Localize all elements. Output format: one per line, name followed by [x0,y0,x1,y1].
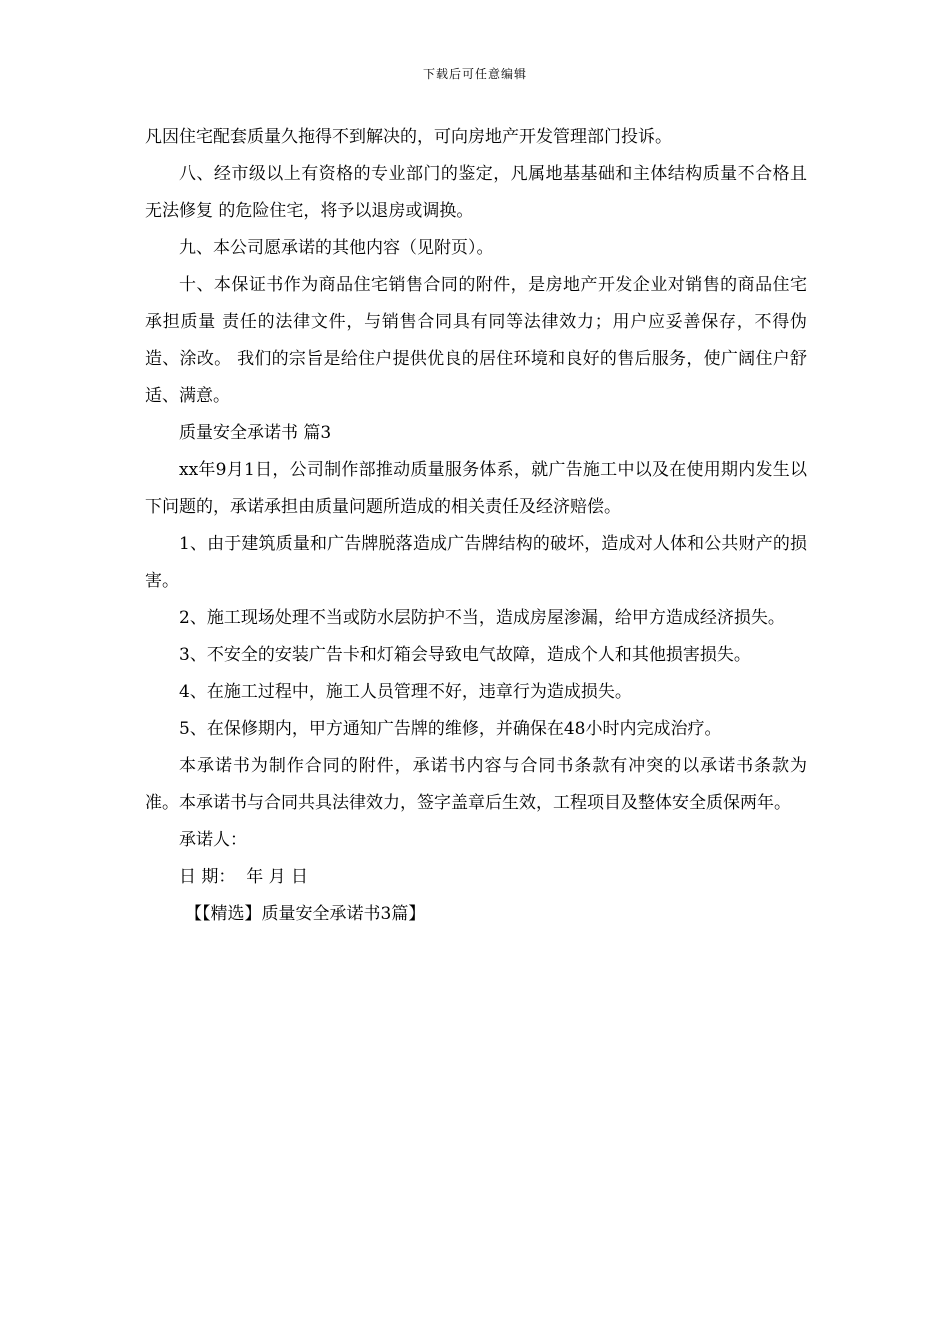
paragraph-item-10: 十、本保证书作为商品住宅销售合同的附件，是房地产开发企业对销售的商品住宅承担质量 责任的法律文件，与销售合同具有同等法律效力；用户应妥善保存，不得伪造、涂改。 我们的宗旨是给住户提供优良的居住环境和良好的售后服务，使广阔住户舒适、满意。 [145,275,807,406]
document-body [145,119,807,933]
paragraph-conclusion: 本承诺书为制作合同的附件，承诺书内容与合同书条款有冲突的以承诺书条款为准。本承诺书与合同共具法律效力，签字盖章后生效，工程项目及整体安全质保两年。 [145,756,807,813]
list-item-3: 3、不安全的安装广告卡和灯箱会导致电气故障，造成个人和其他损害损失。 [179,645,751,665]
paragraph-intro: xx年9月1日，公司制作部推动质量服务体系，就广告施工中以及在使用期内发生以下问题的，承诺承担由质量问题所造成的相关责任及经济赔偿。 [145,460,807,517]
closing-title: 【【精选】质量安全承诺书3篇】 [185,904,426,924]
list-item-5: 5、在保修期内，甲方通知广告牌的维修，并确保在48小时内完成治疗。 [179,719,722,739]
list-item-2: 2、施工现场处理不当或防水层防护不当，造成房屋渗漏，给甲方造成经济损失。 [179,608,785,628]
list-item-1: 1、由于建筑质量和广告牌脱落造成广告牌结构的破坏，造成对人体和公共财产的损害。 [145,534,807,591]
paragraph-item-9: 九、本公司愿承诺的其他内容（见附页）。 [179,238,494,258]
paragraph-item-8: 八、经市级以上有资格的专业部门的鉴定，凡属地基基础和主体结构质量不合格且无法修复 的危险住宅，将予以退房或调换。 [145,164,807,221]
section-heading: 质量安全承诺书 篇3 [179,423,332,443]
paragraph-continuation: 凡因住宅配套质量久拖得不到解决的，可向房地产开发管理部门投诉。 [145,127,672,147]
list-item-4: 4、在施工过程中，施工人员管理不好，违章行为造成损失。 [179,682,632,702]
date-line: 日 期： 年 月 日 [179,867,309,887]
signatory-label: 承诺人： [179,830,247,850]
page-header: 下载后可任意编辑 [422,67,527,81]
